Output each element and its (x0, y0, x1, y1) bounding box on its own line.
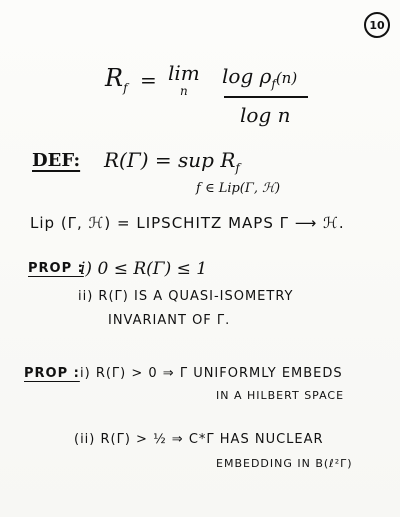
fraction-bar (224, 96, 308, 98)
def-constraint: f ∈ Lip(Γ, ℋ) (196, 181, 281, 196)
def-formula: R(Γ) = sup $R_f$ (104, 148, 240, 175)
prop1-label: PROP : (28, 261, 84, 276)
formula-equals: = (140, 68, 157, 92)
formula-lim: lim n (168, 61, 200, 98)
def-label: DEF: (32, 150, 81, 171)
formula-denominator: log n (240, 103, 291, 127)
formula-numerator: $\log \rho_f(n)$ (222, 64, 298, 91)
prop2-item-i-line1: i) R(Γ) > 0 ⇒ Γ UNIFORMLY EMBEDS (80, 366, 343, 381)
prop1-item-i: i) 0 ≤ R(Γ) ≤ 1 (80, 259, 208, 279)
prop1-item-ii-line2: INVARIANT OF Γ. (108, 313, 231, 328)
prop2-item-ii-line1: (ii) R(Γ) > ½ ⇒ C*Γ HAS NUCLEAR (74, 432, 324, 447)
prop1-item-ii-line1: ii) R(Γ) IS A QUASI-ISOMETRY (78, 289, 294, 304)
prop2-item-ii-line2: EMBEDDING IN B(ℓ²Γ) (216, 457, 353, 470)
prop2-item-i-line2: IN A HILBERT SPACE (216, 389, 345, 402)
prop2-label: PROP : (24, 366, 80, 381)
page-number: 10 (364, 12, 390, 38)
lip-definition: Lip (Γ, ℋ) = LIPSCHITZ MAPS Γ ⟶ ℋ. (30, 214, 345, 232)
formula-lhs: $R_f$ (105, 64, 128, 95)
